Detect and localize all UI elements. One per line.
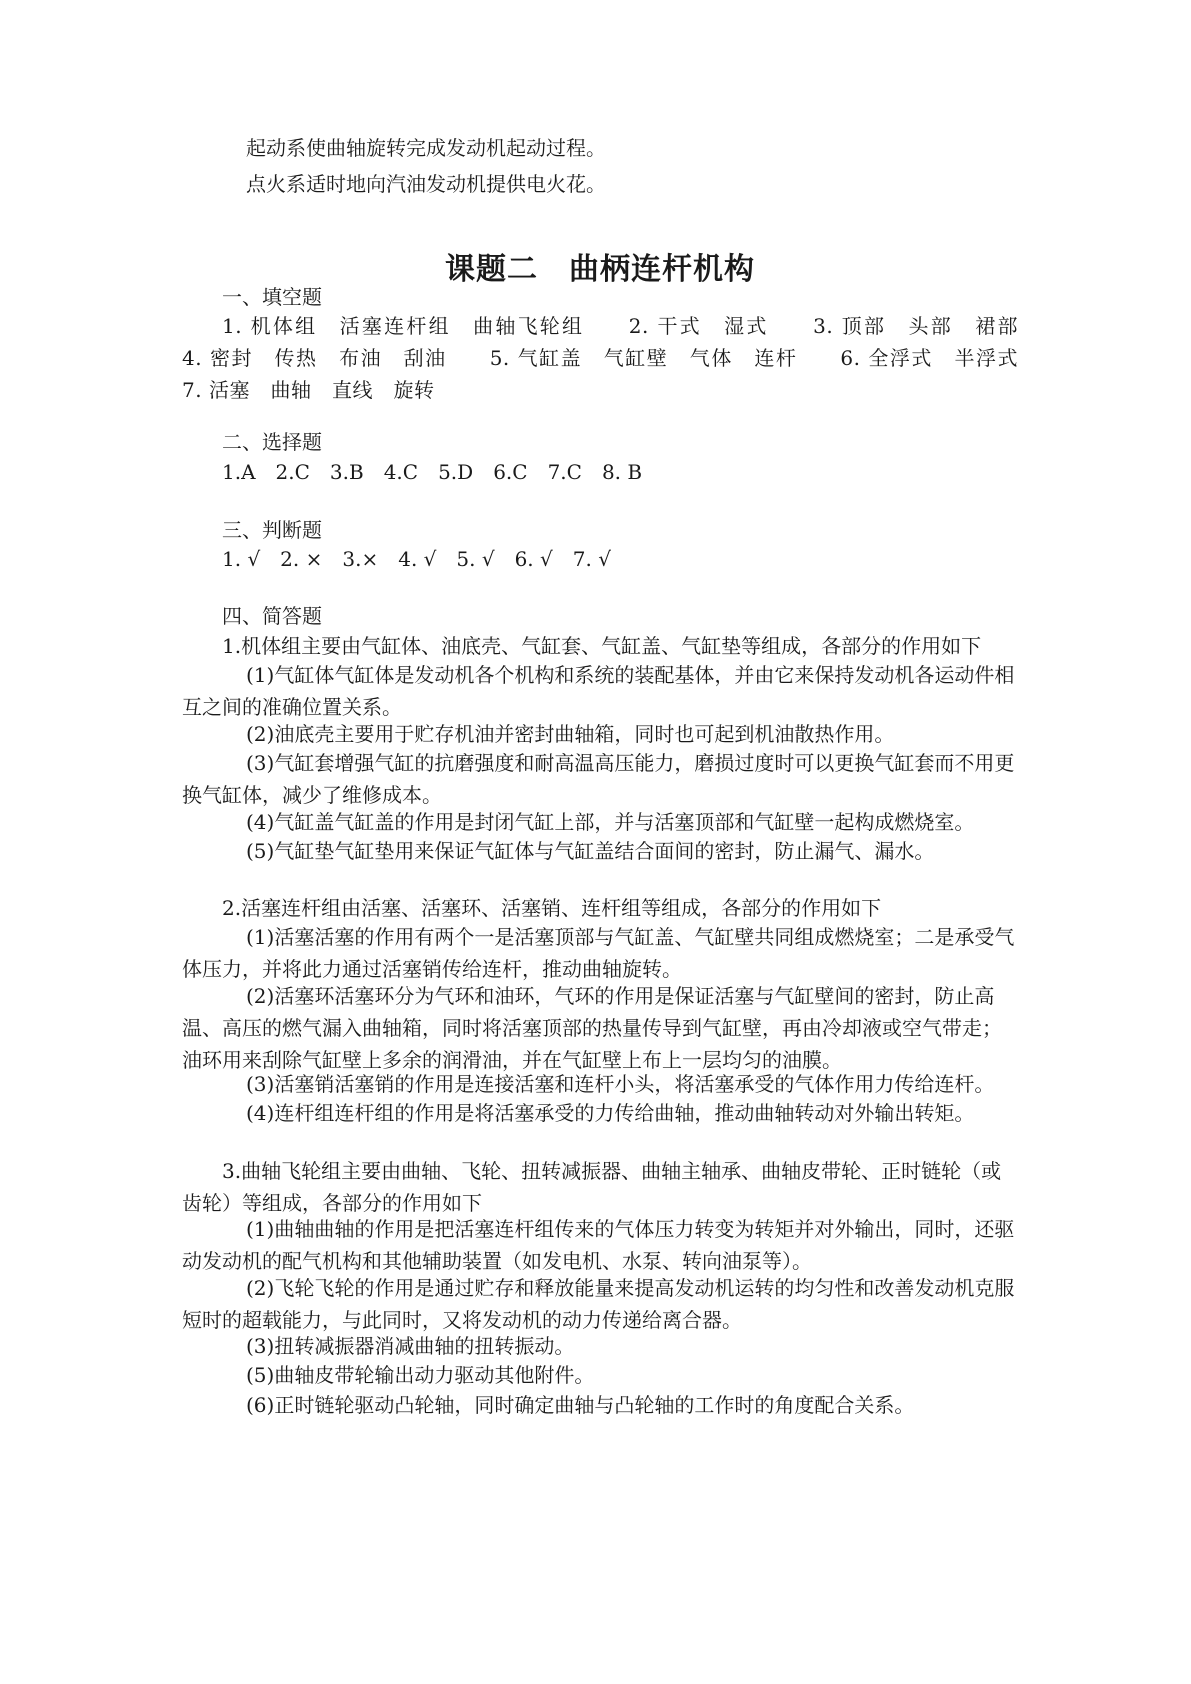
q2-item-2: (2)活塞环活塞环分为气环和油环，气环的作用是保证活塞与气缸壁间的密封，防止高温、高压的燃气漏入曲轴箱，同时将活塞顶部的热量传导到气缸壁，再由冷却液或空气带走；油环用来刮除气缸壁上多余的润滑油，并在气缸壁上布上一层均匀的油膜。 xyxy=(182,984,1002,1072)
fill-blank-answers: 1. 机体组 活塞连杆组 曲轴飞轮组 2. 干式 湿式 3. 顶部 头部 裙部 4. 密封 传热 布油 刮油 5. 气缸盖 气缸壁 气体 连杆 6. 全浮式 半浮式 7. 活塞 曲轴 直线 旋转 xyxy=(182,314,1059,402)
intro-line-1: 起动系使曲轴旋转完成发动机起动过程。 xyxy=(246,136,606,160)
q3-item-1: (1)曲轴曲轴的作用是把活塞连杆组传来的气体压力转变为转矩并对外输出，同时，还驱动发动机的配气机构和其他辅助装置（如发电机、水泵、转向油泵等）。 xyxy=(182,1217,1015,1273)
chapter-title: 课题二 曲柄连杆机构 xyxy=(445,252,755,287)
q1-item-2: (2)油底壳主要用于贮存机油并密封曲轴箱，同时也可起到机油散热作用。 xyxy=(246,722,895,746)
q1-item-1: (1)气缸体气缸体是发动机各个机构和系统的装配基体，并由它来保持发动机各运动件相互之间的准确位置关系。 xyxy=(182,663,1015,719)
q3-intro: 3.曲轴飞轮组主要由曲轴、飞轮、扭转减振器、曲轴主轴承、曲轴皮带轮、正时链轮（或齿轮）等组成，各部分的作用如下 xyxy=(182,1159,1002,1215)
q1-item-5: (5)气缸垫气缸垫用来保证气缸体与气缸盖结合面间的密封，防止漏气、漏水。 xyxy=(246,839,935,863)
q2-item-1: (1)活塞活塞的作用有两个一是活塞顶部与气缸盖、气缸壁共同组成燃烧室；二是承受气体压力，并将此力通过活塞销传给连杆，推动曲轴旋转。 xyxy=(182,925,1015,981)
section-heading-short-answer: 四、简答题 xyxy=(222,604,322,628)
q1-item-3: (3)气缸套增强气缸的抗磨强度和耐高温高压能力，磨损过度时可以更换气缸套而不用更换气缸体，减少了维修成本。 xyxy=(182,751,1015,807)
section-heading-judgement: 三、判断题 xyxy=(222,518,322,542)
q3-item-5: (5)曲轴皮带轮输出动力驱动其他附件。 xyxy=(246,1363,595,1387)
q3-item-3: (3)扭转减振器消减曲轴的扭转振动。 xyxy=(246,1334,575,1358)
q1-intro: 1.机体组主要由气缸体、油底壳、气缸套、气缸盖、气缸垫等组成，各部分的作用如下 xyxy=(222,634,982,658)
q1-item-4: (4)气缸盖气缸盖的作用是封闭气缸上部，并与活塞顶部和气缸壁一起构成燃烧室。 xyxy=(246,810,975,834)
q2-intro: 2.活塞连杆组由活塞、活塞环、活塞销、连杆组等组成，各部分的作用如下 xyxy=(222,896,882,920)
q2-item-3: (3)活塞销活塞销的作用是连接活塞和连杆小头，将活塞承受的气体作用力传给连杆。 xyxy=(246,1072,995,1096)
q3-item-6: (6)正时链轮驱动凸轮轴，同时确定曲轴与凸轮轴的工作时的角度配合关系。 xyxy=(246,1393,915,1417)
q2-item-4: (4)连杆组连杆组的作用是将活塞承受的力传给曲轴，推动曲轴转动对外输出转矩。 xyxy=(246,1101,975,1125)
choice-answers: 1.A 2.C 3.B 4.C 5.D 6.C 7.C 8. B xyxy=(222,460,643,484)
section-heading-fill-blank: 一、填空题 xyxy=(222,285,322,309)
section-heading-choice: 二、选择题 xyxy=(222,430,322,454)
intro-line-2: 点火系适时地向汽油发动机提供电火花。 xyxy=(246,172,606,196)
judgement-answers: 1. √ 2. × 3.× 4. √ 5. √ 6. √ 7. √ xyxy=(222,547,611,571)
q3-item-2: (2)飞轮飞轮的作用是通过贮存和释放能量来提高发动机运转的均匀性和改善发动机克服短时的超载能力，与此同时，又将发动机的动力传递给离合器。 xyxy=(182,1276,1015,1332)
